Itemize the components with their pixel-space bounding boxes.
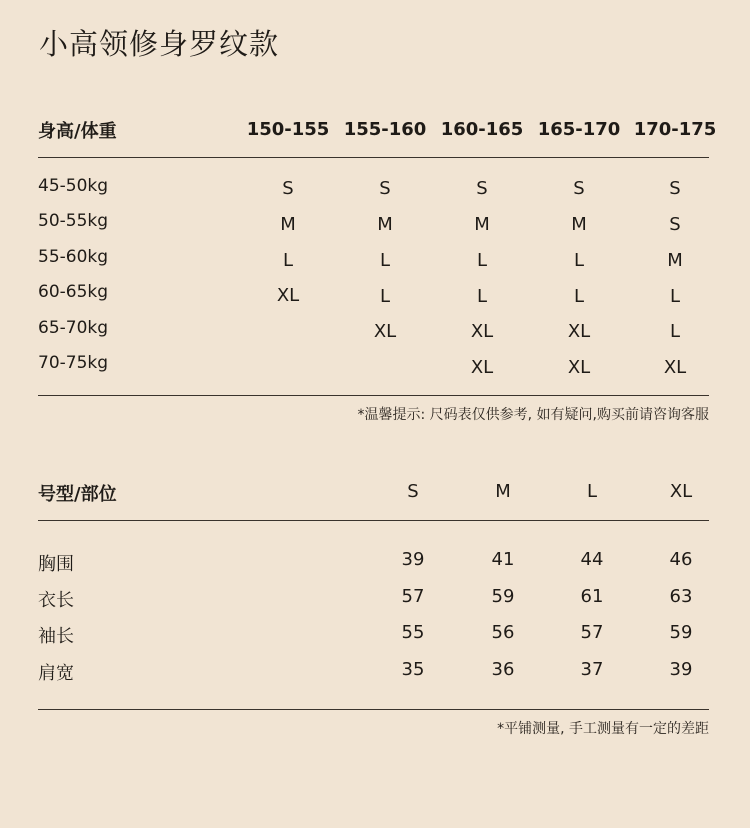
size-table-cell: S	[669, 178, 681, 199]
measure-table-bottom-rule	[38, 709, 709, 710]
measure-table-col-header: S	[407, 481, 419, 502]
measure-table-cell: 59	[669, 622, 693, 643]
size-table-cell: L	[669, 321, 681, 342]
size-table-cell: M	[667, 250, 683, 271]
measure-table-row-label: 胸围	[38, 554, 74, 575]
measure-table-cell: 57	[401, 586, 425, 607]
size-table-cell: XL	[470, 321, 494, 342]
measure-table-cell: 55	[401, 622, 425, 643]
size-table-cell: S	[282, 178, 294, 199]
size-table-cell: M	[474, 214, 490, 235]
size-table-cell: XL	[373, 321, 397, 342]
size-table-row-label: 45-50kg	[38, 176, 109, 196]
size-table-cell: XL	[470, 357, 494, 378]
measure-table-col-header: XL	[669, 481, 693, 502]
size-table-col-header: 160-165	[440, 119, 524, 140]
size-table-cell: L	[379, 286, 391, 307]
size-table-col-header: 150-155	[246, 119, 330, 140]
measure-table-header-rule	[38, 520, 709, 521]
size-table-cell: L	[669, 286, 681, 307]
size-table-col-header: 170-175	[633, 119, 717, 140]
measure-table-row-label: 袖长	[38, 626, 74, 647]
size-table-cell: XL	[567, 321, 591, 342]
size-table-cell: L	[476, 250, 488, 271]
size-table-cell: XL	[567, 357, 591, 378]
size-table-header-label: 身高/体重	[38, 121, 117, 142]
size-table-bottom-rule	[38, 395, 709, 396]
measure-table-cell: 56	[491, 622, 515, 643]
size-table-row-label: 70-75kg	[38, 353, 109, 373]
measure-table-cell: 39	[669, 659, 693, 680]
measure-table-cell: 39	[401, 549, 425, 570]
size-table-col-header: 155-160	[343, 119, 427, 140]
size-table-col-header: 165-170	[537, 119, 621, 140]
size-table-cell: S	[476, 178, 488, 199]
size-table-note: *温馨提示: 尺码表仅供参考, 如有疑问,购买前请咨询客服	[357, 407, 709, 423]
measure-table-cell: 61	[580, 586, 604, 607]
measure-table-cell: 44	[580, 549, 604, 570]
size-table-cell: XL	[276, 285, 300, 306]
measure-table-header-label: 号型/部位	[38, 484, 117, 505]
measure-table-cell: 41	[491, 549, 515, 570]
size-table-row-label: 55-60kg	[38, 247, 109, 267]
measure-table-row-label: 肩宽	[38, 663, 74, 684]
measure-table-col-header: M	[495, 481, 511, 502]
measure-table-note: *平铺测量, 手工测量有一定的差距	[497, 721, 709, 737]
measure-table-cell: 37	[580, 659, 604, 680]
size-table-row-label: 65-70kg	[38, 318, 109, 338]
size-table-row-label: 60-65kg	[38, 282, 109, 302]
size-table-row-label: 50-55kg	[38, 211, 109, 231]
size-table-cell: L	[282, 250, 294, 271]
measure-table-cell: 46	[669, 549, 693, 570]
size-table-cell: L	[573, 250, 585, 271]
measure-table-cell: 63	[669, 586, 693, 607]
size-table-cell: M	[571, 214, 587, 235]
measure-table-cell: 59	[491, 586, 515, 607]
size-table-cell: L	[476, 286, 488, 307]
size-table-cell: L	[379, 250, 391, 271]
size-table-cell: L	[573, 286, 585, 307]
measure-table-cell: 35	[401, 659, 425, 680]
measure-table-cell: 36	[491, 659, 515, 680]
size-table-header-rule	[38, 157, 709, 158]
page-title: 小高领修身罗纹款	[39, 27, 280, 61]
size-table-cell: S	[379, 178, 391, 199]
size-table-cell: M	[377, 214, 393, 235]
size-table-cell: XL	[663, 357, 687, 378]
measure-table-row-label: 衣长	[38, 590, 74, 611]
size-table-cell: S	[669, 214, 681, 235]
size-table-cell: M	[280, 214, 296, 235]
measure-table-cell: 57	[580, 622, 604, 643]
measure-table-col-header: L	[586, 481, 598, 502]
size-table-cell: S	[573, 178, 585, 199]
